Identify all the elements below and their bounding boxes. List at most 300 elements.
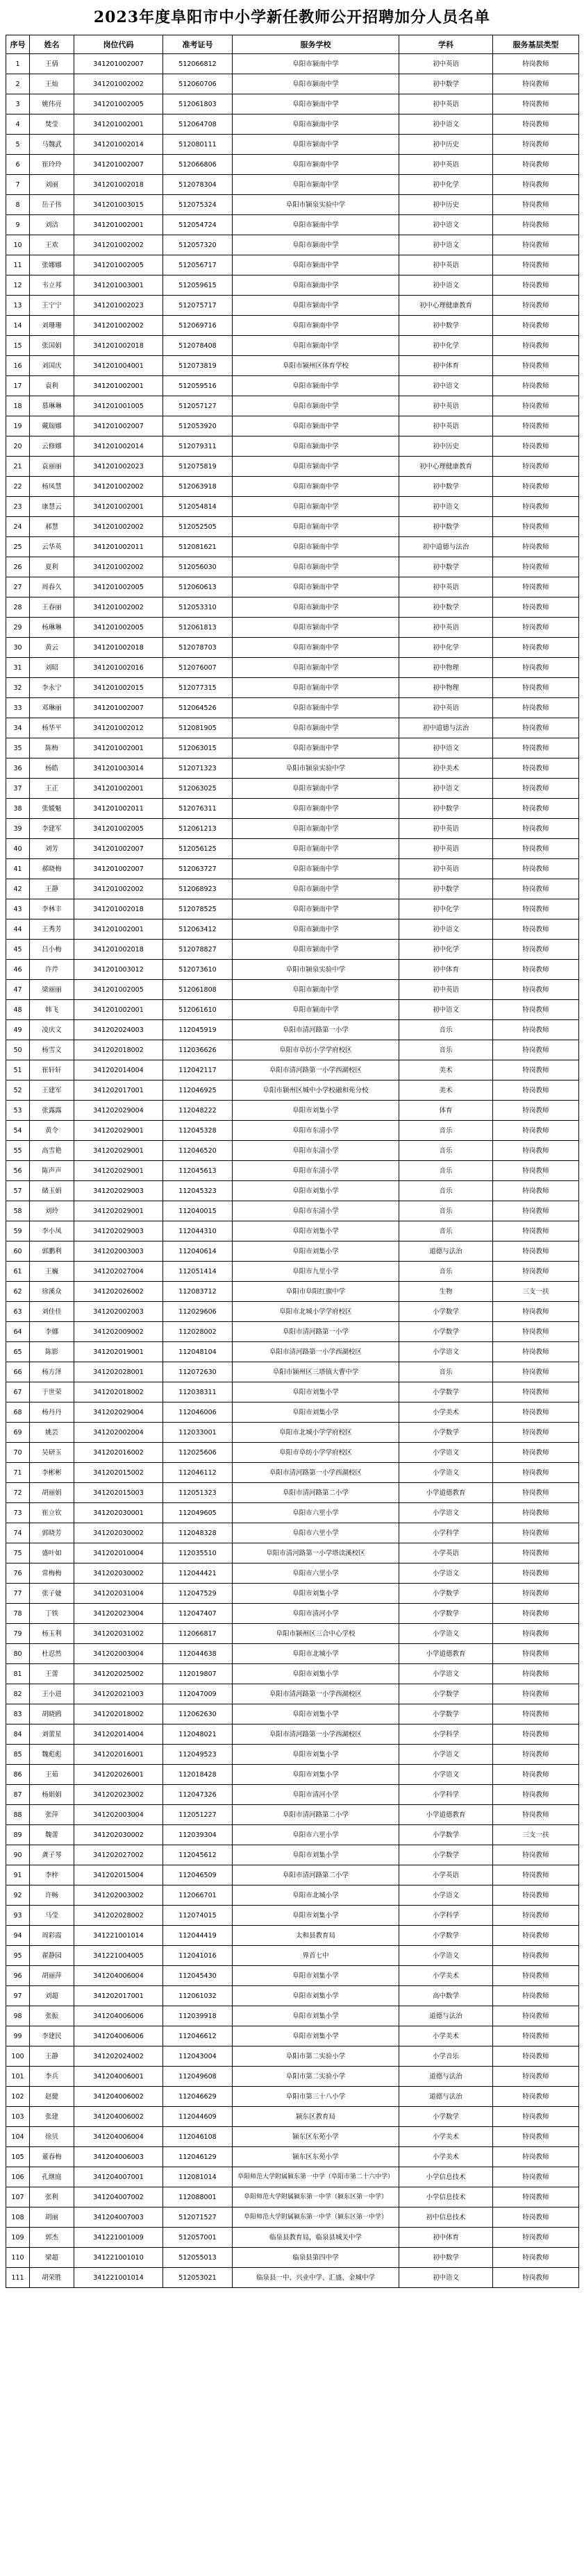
cell-school: 阜阳市颍南中学 <box>233 537 399 557</box>
cell-school: 阜阳市颍南中学 <box>233 799 399 819</box>
table-row <box>6 1644 579 1664</box>
cell-post-code: 341201002001 <box>74 376 163 396</box>
cell-exam-id: 112046129 <box>163 2147 233 2167</box>
cell-service-type: 特岗教师 <box>493 1161 579 1181</box>
cell-subject: 初中英语 <box>399 54 493 74</box>
cell-name: 刘玲 <box>30 1201 74 1221</box>
cell-service-type: 特岗教师 <box>493 1221 579 1242</box>
cell-subject: 初中数学 <box>399 517 493 537</box>
cell-subject: 音乐 <box>399 1020 493 1040</box>
cell-exam-id: 112045612 <box>163 1845 233 1865</box>
cell-service-type: 特岗教师 <box>493 2127 579 2147</box>
cell-index: 63 <box>6 1302 30 1322</box>
table-row <box>6 2026 579 2047</box>
cell-exam-id: 112062630 <box>163 1704 233 1725</box>
cell-subject: 初中英语 <box>399 980 493 1000</box>
cell-exam-id: 112045323 <box>163 1181 233 1201</box>
cell-name: 李建军 <box>30 819 74 839</box>
cell-name: 吕小梅 <box>30 940 74 960</box>
cell-name: 杨雪文 <box>30 1040 74 1060</box>
cell-exam-id: 112047529 <box>163 1584 233 1604</box>
cell-index: 97 <box>6 1986 30 2006</box>
cell-exam-id: 112051414 <box>163 1262 233 1282</box>
table-row <box>6 960 579 980</box>
cell-index: 87 <box>6 1785 30 1805</box>
cell-subject: 初中语文 <box>399 497 493 517</box>
cell-post-code: 341202016001 <box>74 1745 163 1765</box>
table-header-row <box>6 35 579 54</box>
cell-name: 李林丰 <box>30 899 74 920</box>
cell-index: 19 <box>6 416 30 437</box>
cell-name: 胡丽萍 <box>30 1966 74 1986</box>
cell-exam-id: 512056717 <box>163 255 233 276</box>
cell-service-type: 特岗教师 <box>493 1765 579 1785</box>
cell-post-code: 341201002002 <box>74 879 163 899</box>
cell-post-code: 341201002001 <box>74 497 163 517</box>
cell-post-code: 341221001014 <box>74 2268 163 2288</box>
cell-name: 王灿 <box>30 74 74 94</box>
cell-name: 杨皓 <box>30 759 74 779</box>
cell-name: 杨琳琳 <box>30 618 74 638</box>
cell-index: 24 <box>6 517 30 537</box>
cell-service-type: 特岗教师 <box>493 135 579 155</box>
cell-subject: 小学数学 <box>399 1302 493 1322</box>
cell-service-type: 特岗教师 <box>493 658 579 678</box>
cell-service-type: 特岗教师 <box>493 416 579 437</box>
cell-subject: 小学信息技术 <box>399 2187 493 2208</box>
table-row <box>6 1242 579 1262</box>
cell-name: 刘昭 <box>30 658 74 678</box>
table-row <box>6 1322 579 1342</box>
cell-index: 38 <box>6 799 30 819</box>
cell-post-code: 341201002018 <box>74 638 163 658</box>
cell-service-type: 特岗教师 <box>493 940 579 960</box>
cell-index: 103 <box>6 2107 30 2127</box>
cell-name: 崔玲玲 <box>30 155 74 175</box>
table-row <box>6 2067 579 2087</box>
cell-school: 阜阳市刘集小学 <box>233 1664 399 1684</box>
cell-post-code: 341221001014 <box>74 1926 163 1946</box>
cell-post-code: 341201002018 <box>74 899 163 920</box>
cell-post-code: 341201002005 <box>74 819 163 839</box>
cell-subject: 小学语文 <box>399 1503 493 1523</box>
cell-subject: 小学语文 <box>399 1443 493 1463</box>
cell-school: 阜阳市阜纺小学学府校区 <box>233 1040 399 1060</box>
table-row <box>6 678 579 698</box>
cell-index: 54 <box>6 1121 30 1141</box>
cell-index: 98 <box>6 2006 30 2026</box>
cell-index: 20 <box>6 437 30 457</box>
cell-subject: 音乐 <box>399 1201 493 1221</box>
cell-service-type: 特岗教师 <box>493 577 579 598</box>
cell-school: 颍东区东苑小学 <box>233 2127 399 2147</box>
cell-index: 74 <box>6 1523 30 1543</box>
cell-service-type: 特岗教师 <box>493 1483 579 1503</box>
roster-table <box>6 35 579 2288</box>
table-row <box>6 1865 579 1886</box>
cell-school: 阜阳市刘集小学 <box>233 1242 399 1262</box>
cell-name: 杨方泽 <box>30 1362 74 1382</box>
cell-index: 100 <box>6 2047 30 2067</box>
cell-service-type: 特岗教师 <box>493 980 579 1000</box>
table-row <box>6 54 579 74</box>
cell-service-type: 特岗教师 <box>493 2067 579 2087</box>
cell-post-code: 341202024002 <box>74 2047 163 2067</box>
cell-service-type: 特岗教师 <box>493 437 579 457</box>
cell-index: 71 <box>6 1463 30 1483</box>
cell-exam-id: 112066701 <box>163 1886 233 1906</box>
cell-service-type: 特岗教师 <box>493 718 579 738</box>
cell-service-type: 特岗教师 <box>493 517 579 537</box>
cell-exam-id: 112066817 <box>163 1624 233 1644</box>
cell-exam-id: 112046612 <box>163 2026 233 2047</box>
cell-school: 阜阳市刘集小学 <box>233 1906 399 1926</box>
cell-school: 阜阳市刘集小学 <box>233 1101 399 1121</box>
cell-subject: 小学语文 <box>399 1342 493 1362</box>
table-row <box>6 1624 579 1644</box>
cell-index: 75 <box>6 1543 30 1564</box>
cell-name: 刘丽 <box>30 175 74 195</box>
cell-post-code: 341202014004 <box>74 1060 163 1081</box>
cell-index: 23 <box>6 497 30 517</box>
cell-name: 郭鹏利 <box>30 1242 74 1262</box>
cell-name: 李建民 <box>30 2026 74 2047</box>
cell-subject: 体育 <box>399 1101 493 1121</box>
cell-exam-id: 512057001 <box>163 2228 233 2248</box>
table-row <box>6 2167 579 2187</box>
cell-school: 阜阳市颍南中学 <box>233 437 399 457</box>
cell-index: 45 <box>6 940 30 960</box>
cell-index: 91 <box>6 1865 30 1886</box>
cell-name: 王小进 <box>30 1684 74 1704</box>
cell-post-code: 341201002002 <box>74 557 163 577</box>
cell-name: 李彬彬 <box>30 1463 74 1483</box>
cell-subject: 初中英语 <box>399 618 493 638</box>
cell-post-code: 341202017001 <box>74 1081 163 1101</box>
table-row <box>6 1221 579 1242</box>
cell-subject: 初中英语 <box>399 819 493 839</box>
cell-index: 39 <box>6 819 30 839</box>
cell-index: 34 <box>6 718 30 738</box>
table-row <box>6 1403 579 1423</box>
cell-post-code: 341201002007 <box>74 859 163 879</box>
cell-service-type: 特岗教师 <box>493 94 579 115</box>
table-row <box>6 1825 579 1845</box>
table-row <box>6 1664 579 1684</box>
header-service-type: 服务基层类型 <box>493 35 579 54</box>
table-row <box>6 276 579 296</box>
cell-index: 68 <box>6 1403 30 1423</box>
table-row <box>6 396 579 416</box>
cell-exam-id: 512056125 <box>163 839 233 859</box>
cell-exam-id: 112044609 <box>163 2107 233 2127</box>
cell-post-code: 341202017001 <box>74 1986 163 2006</box>
cell-index: 80 <box>6 1644 30 1664</box>
cell-school: 阜阳市颍南中学 <box>233 175 399 195</box>
cell-exam-id: 112049523 <box>163 1745 233 1765</box>
cell-name: 杨华平 <box>30 718 74 738</box>
header-exam-id: 准考证号 <box>163 35 233 54</box>
table-row <box>6 980 579 1000</box>
cell-index: 83 <box>6 1704 30 1725</box>
cell-exam-id: 512075819 <box>163 457 233 477</box>
cell-exam-id: 112044310 <box>163 1221 233 1242</box>
table-row <box>6 215 579 235</box>
cell-name: 郝慧 <box>30 517 74 537</box>
cell-exam-id: 512056030 <box>163 557 233 577</box>
cell-subject: 初中美术 <box>399 759 493 779</box>
table-row <box>6 899 579 920</box>
cell-school: 阜阳市颍南中学 <box>233 155 399 175</box>
table-row <box>6 1302 579 1322</box>
table-row <box>6 638 579 658</box>
cell-index: 36 <box>6 759 30 779</box>
cell-service-type: 特岗教师 <box>493 1624 579 1644</box>
cell-exam-id: 512066806 <box>163 155 233 175</box>
cell-exam-id: 112051323 <box>163 1483 233 1503</box>
cell-subject: 初中语文 <box>399 779 493 799</box>
cell-subject: 音乐 <box>399 1141 493 1161</box>
cell-index: 55 <box>6 1141 30 1161</box>
table-row <box>6 738 579 759</box>
cell-exam-id: 112051227 <box>163 1805 233 1825</box>
cell-service-type: 特岗教师 <box>493 2047 579 2067</box>
cell-subject: 美术 <box>399 1060 493 1081</box>
cell-school: 阜阳市刘集小学 <box>233 1966 399 1986</box>
table-row <box>6 718 579 738</box>
cell-subject: 初中道德与法治 <box>399 718 493 738</box>
cell-school: 阜阳市颍州区三塔镇大曹中学 <box>233 1362 399 1382</box>
cell-index: 69 <box>6 1423 30 1443</box>
cell-school: 阜阳市颍南中学 <box>233 899 399 920</box>
cell-school: 阜阳市清河路第一小学 <box>233 1322 399 1342</box>
table-row <box>6 2228 579 2248</box>
cell-post-code: 341201002001 <box>74 920 163 940</box>
cell-exam-id: 112033001 <box>163 1423 233 1443</box>
cell-service-type: 特岗教师 <box>493 1342 579 1362</box>
cell-school: 阜阳市刘集小学 <box>233 1221 399 1242</box>
cell-school: 阜阳市阜纺小学学府校区 <box>233 1443 399 1463</box>
table-row <box>6 1483 579 1503</box>
cell-post-code: 341202025002 <box>74 1664 163 1684</box>
cell-index: 102 <box>6 2087 30 2107</box>
cell-name: 张子婕 <box>30 1584 74 1604</box>
cell-name: 袁丽丽 <box>30 457 74 477</box>
cell-school: 阜阳市清河路第二小学 <box>233 1865 399 1886</box>
table-row <box>6 1463 579 1483</box>
cell-school: 阜阳市颍南中学 <box>233 376 399 396</box>
cell-subject: 初中历史 <box>399 195 493 215</box>
cell-service-type: 特岗教师 <box>493 1704 579 1725</box>
cell-exam-id: 112044421 <box>163 1564 233 1584</box>
cell-name: 魏彪彪 <box>30 1745 74 1765</box>
cell-name: 马魏武 <box>30 135 74 155</box>
cell-index: 93 <box>6 1906 30 1926</box>
cell-service-type: 特岗教师 <box>493 336 579 356</box>
table-row <box>6 1765 579 1785</box>
cell-name: 康慧云 <box>30 497 74 517</box>
table-row <box>6 1886 579 1906</box>
cell-post-code: 341201002011 <box>74 537 163 557</box>
cell-service-type: 特岗教师 <box>493 1785 579 1805</box>
cell-post-code: 341201002002 <box>74 517 163 537</box>
cell-name: 杨娟娟 <box>30 1785 74 1805</box>
cell-name: 陈声声 <box>30 1161 74 1181</box>
table-row <box>6 2187 579 2208</box>
cell-service-type: 特岗教师 <box>493 1362 579 1382</box>
cell-exam-id: 512061213 <box>163 819 233 839</box>
cell-name: 翟静园 <box>30 1946 74 1966</box>
cell-index: 15 <box>6 336 30 356</box>
cell-service-type: 特岗教师 <box>493 557 579 577</box>
cell-name: 梁超 <box>30 2248 74 2268</box>
table-row <box>6 1725 579 1745</box>
cell-post-code: 341202015003 <box>74 1483 163 1503</box>
cell-index: 72 <box>6 1483 30 1503</box>
table-row <box>6 839 579 859</box>
cell-service-type: 特岗教师 <box>493 255 579 276</box>
cell-subject: 初中英语 <box>399 155 493 175</box>
cell-service-type: 特岗教师 <box>493 1644 579 1664</box>
table-row <box>6 2147 579 2167</box>
cell-exam-id: 512060706 <box>163 74 233 94</box>
cell-school: 阜阳市第二实验小学 <box>233 2067 399 2087</box>
cell-index: 26 <box>6 557 30 577</box>
cell-service-type: 特岗教师 <box>493 698 579 718</box>
cell-exam-id: 512064708 <box>163 115 233 135</box>
cell-service-type: 特岗教师 <box>493 1946 579 1966</box>
cell-school: 阜阳市清河路第一小学西湖校区 <box>233 1725 399 1745</box>
cell-index: 50 <box>6 1040 30 1060</box>
cell-service-type: 特岗教师 <box>493 1725 579 1745</box>
cell-subject: 音乐 <box>399 1262 493 1282</box>
cell-name: 张媛魁 <box>30 799 74 819</box>
cell-name: 李永宁 <box>30 678 74 698</box>
cell-subject: 小学科学 <box>399 1906 493 1926</box>
cell-index: 104 <box>6 2127 30 2147</box>
cell-name: 魏蕾 <box>30 1825 74 1845</box>
cell-subject: 初中心理健康教育 <box>399 296 493 316</box>
cell-service-type: 特岗教师 <box>493 678 579 698</box>
table-row <box>6 2107 579 2127</box>
cell-name: 胡丽 <box>30 2208 74 2228</box>
table-row <box>6 115 579 135</box>
cell-name: 于世荣 <box>30 1382 74 1403</box>
document-title: 2023年度阜阳市中小学新任教师公开招聘加分人员名单 <box>93 8 491 26</box>
cell-name: 许芹 <box>30 960 74 980</box>
cell-school: 阜阳市颍南中学 <box>233 557 399 577</box>
cell-index: 70 <box>6 1443 30 1463</box>
cell-school: 阜阳市颍南中学 <box>233 296 399 316</box>
cell-subject: 小学语文 <box>399 1664 493 1684</box>
cell-service-type: 特岗教师 <box>493 1463 579 1483</box>
cell-exam-id: 112046925 <box>163 1081 233 1101</box>
table-row <box>6 879 579 899</box>
header-name: 姓名 <box>30 35 74 54</box>
cell-exam-id: 512078827 <box>163 940 233 960</box>
cell-name: 胡晓鸥 <box>30 1704 74 1725</box>
cell-school: 阜阳市清河路第一小学塔读溪校区 <box>233 1543 399 1564</box>
cell-exam-id: 512059615 <box>163 276 233 296</box>
cell-subject: 初中语文 <box>399 2268 493 2288</box>
cell-post-code: 341202002004 <box>74 1423 163 1443</box>
cell-index: 28 <box>6 598 30 618</box>
cell-post-code: 341201002005 <box>74 577 163 598</box>
cell-service-type: 特岗教师 <box>493 2107 579 2127</box>
cell-school: 阜阳市颍南中学 <box>233 618 399 638</box>
cell-post-code: 341202028002 <box>74 1906 163 1926</box>
cell-service-type: 特岗教师 <box>493 1805 579 1825</box>
cell-name: 云华英 <box>30 537 74 557</box>
cell-post-code: 341204006001 <box>74 2067 163 2087</box>
cell-subject: 小学语文 <box>399 1564 493 1584</box>
cell-subject: 音乐 <box>399 1221 493 1242</box>
cell-post-code: 341202029004 <box>74 1101 163 1121</box>
cell-post-code: 341202003002 <box>74 1886 163 1906</box>
cell-name: 杨丹丹 <box>30 1403 74 1423</box>
cell-index: 86 <box>6 1765 30 1785</box>
cell-school: 阜阳市颍南中学 <box>233 859 399 879</box>
cell-index: 18 <box>6 396 30 416</box>
cell-index: 25 <box>6 537 30 557</box>
cell-service-type: 特岗教师 <box>493 2087 579 2107</box>
cell-exam-id: 512061803 <box>163 94 233 115</box>
cell-service-type: 特岗教师 <box>493 1242 579 1262</box>
cell-index: 92 <box>6 1886 30 1906</box>
cell-post-code: 341202003003 <box>74 1242 163 1262</box>
cell-school: 阜阳师范大学附属颍东第一中学（颍东区第一中学） <box>233 2187 399 2208</box>
cell-school: 阜阳市颍南中学 <box>233 94 399 115</box>
cell-school: 阜阳市六里小学 <box>233 1503 399 1523</box>
cell-school: 阜阳市颍南中学 <box>233 658 399 678</box>
cell-exam-id: 112035510 <box>163 1543 233 1564</box>
cell-post-code: 341201002002 <box>74 316 163 336</box>
cell-post-code: 341202016002 <box>74 1443 163 1463</box>
cell-school: 阜阳市六里小学 <box>233 1825 399 1845</box>
cell-subject: 小学语文 <box>399 1463 493 1483</box>
cell-service-type: 特岗教师 <box>493 1181 579 1201</box>
cell-school: 阜阳市颍南中学 <box>233 235 399 255</box>
cell-post-code: 341204007002 <box>74 2187 163 2208</box>
cell-post-code: 341201002007 <box>74 155 163 175</box>
cell-service-type: 特岗教师 <box>493 155 579 175</box>
cell-school: 阜阳市颍南中学 <box>233 920 399 940</box>
table-row <box>6 1181 579 1201</box>
cell-post-code: 341202019001 <box>74 1342 163 1362</box>
cell-service-type: 特岗教师 <box>493 396 579 416</box>
table-row <box>6 1785 579 1805</box>
cell-post-code: 341202026001 <box>74 1765 163 1785</box>
cell-name: 陈梅 <box>30 738 74 759</box>
cell-school: 阜阳市颍泉实验中学 <box>233 960 399 980</box>
cell-index: 44 <box>6 920 30 940</box>
cell-post-code: 341201002001 <box>74 115 163 135</box>
table-row <box>6 235 579 255</box>
cell-index: 95 <box>6 1946 30 1966</box>
cell-service-type: 特岗教师 <box>493 819 579 839</box>
cell-name: 胡丽娟 <box>30 1483 74 1503</box>
table-row <box>6 920 579 940</box>
cell-post-code: 341201002018 <box>74 175 163 195</box>
cell-name: 慕琳琳 <box>30 396 74 416</box>
cell-exam-id: 512054814 <box>163 497 233 517</box>
cell-index: 106 <box>6 2167 30 2187</box>
cell-post-code: 341204007003 <box>74 2208 163 2228</box>
cell-index: 2 <box>6 74 30 94</box>
cell-subject: 初中数学 <box>399 477 493 497</box>
cell-index: 64 <box>6 1322 30 1342</box>
cell-subject: 初中英语 <box>399 94 493 115</box>
